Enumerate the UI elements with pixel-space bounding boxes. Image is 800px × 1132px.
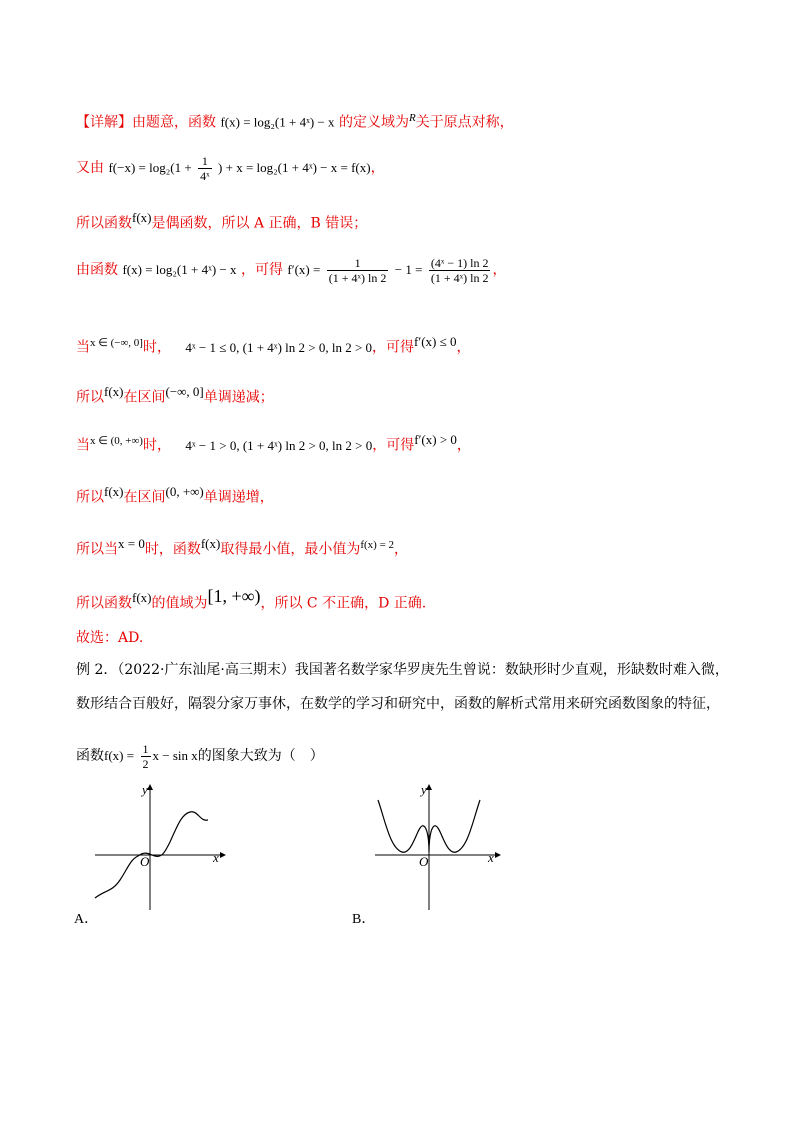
punct: ， — [456, 437, 471, 454]
text: 是偶函数，所以 A 正确，B 错误； — [151, 215, 368, 232]
math: f′(x) > 0 — [414, 432, 457, 447]
frac-num: 1 — [142, 741, 149, 756]
text: 的图象大致为（ ） — [197, 748, 324, 764]
math: f′(x) ≤ 0 — [414, 334, 457, 349]
math-fprime: f′(x) = — [287, 262, 321, 277]
x-axis-arrow — [220, 852, 226, 858]
solution-line-9 — [76, 534, 408, 560]
example-2-line-1 — [76, 660, 729, 680]
math: f(x) — [132, 590, 152, 605]
y-axis-label: y — [421, 782, 427, 797]
math: x ∈ (0, +∞) — [90, 435, 143, 447]
option-b-label: B． — [352, 912, 376, 927]
text: ，所以 C 不正确，D 正确. — [260, 595, 427, 612]
example-text: 数形结合百般好，隔裂分家万事休，在数学的学习和研究中，函数的解析式常用来研究函数图象的特征， — [76, 696, 720, 712]
punct: ， — [394, 541, 409, 558]
origin-label: O — [140, 854, 150, 869]
text: 所以函数 — [76, 595, 132, 612]
frac-num: 1 — [198, 154, 211, 169]
solution-line-3 — [76, 208, 367, 234]
solution-line-8 — [76, 482, 274, 508]
frac-num: 1 — [327, 256, 389, 271]
answer-line — [76, 628, 143, 648]
y-axis-label: y — [142, 782, 148, 797]
math-f-neg-rest: ) + x = log₂(1 + 4ˣ) − x = f(x) — [218, 160, 371, 175]
math-f-def: f(x) = log₂(1 + 4ˣ) − x — [122, 262, 237, 277]
text-symmetric: 关于原点对称， — [415, 114, 514, 131]
text: 当 — [76, 339, 90, 356]
math: (−∞, 0] — [165, 384, 204, 399]
math-f-def: f(x) = log₂(1 + 4ˣ) − x — [220, 114, 335, 130]
graph-option-b — [370, 780, 510, 915]
math: 4ˣ − 1 > 0, (1 + 4ˣ) ln 2 > 0, ln 2 > 0 — [185, 437, 373, 453]
math: f(x) = 2 — [360, 539, 395, 551]
frac-den: 4ˣ — [200, 168, 210, 183]
answer-text: 故选：AD. — [76, 630, 144, 646]
solution-line-2 — [76, 152, 385, 184]
frac-den: (1 + 4ˣ) ln 2 — [328, 270, 387, 285]
text: 单调递减； — [203, 389, 274, 406]
solution-line-7 — [76, 430, 471, 456]
math-minus-one: − 1 = — [394, 262, 423, 277]
math: x − sin x — [152, 748, 198, 763]
frac-den: (1 + 4ˣ) ln 2 — [430, 270, 489, 285]
text-again: 又由 — [76, 160, 104, 176]
text: 所以函数 — [76, 215, 132, 232]
x-axis-arrow — [495, 852, 501, 858]
text: 时，函数 — [144, 541, 201, 558]
example-2-line-3 — [76, 740, 324, 772]
text: 时， — [142, 437, 171, 454]
x-axis-label: x — [488, 850, 494, 865]
math-fx: f(x) — [132, 210, 152, 225]
solution-line-5 — [76, 332, 471, 358]
y-axis-arrow — [147, 784, 153, 790]
graph-option-a — [90, 780, 230, 915]
math: 4ˣ − 1 ≤ 0, (1 + 4ˣ) ln 2 > 0, ln 2 > 0 — [185, 339, 373, 355]
solution-line-1 — [76, 108, 514, 133]
math: f(x) — [104, 484, 124, 499]
math: f(x) — [104, 384, 124, 399]
punct: ， — [370, 160, 385, 176]
solution-line-10 — [76, 586, 426, 614]
text: ，可得 — [372, 339, 415, 356]
math-range: [1, +∞) — [207, 586, 261, 606]
math-f-neg: f(−x) = log₂(1 + — [108, 160, 192, 175]
text: ，可得 — [372, 437, 415, 454]
option-a-label: A． — [74, 912, 99, 927]
frac-den: 2 — [142, 756, 149, 771]
math: x ∈ (−∞, 0] — [90, 337, 143, 349]
origin-label: O — [419, 854, 429, 869]
text: 函数 — [76, 748, 104, 764]
text: 单调递增， — [203, 489, 274, 506]
math-frac — [327, 256, 389, 285]
example-2-line-2 — [76, 694, 720, 714]
x-axis-label: x — [213, 850, 219, 865]
math: f(x) — [200, 536, 221, 551]
text: 取得最小值，最小值为 — [220, 541, 361, 558]
text: 所以 — [76, 489, 104, 506]
math-frac-half — [141, 742, 151, 771]
example-text: 例 2．（2022·广东汕尾·高三期末）我国著名数学家华罗庚先生曾说：数缺形时少直观，形缺数时难入微， — [76, 662, 729, 678]
text: 时， — [142, 339, 171, 356]
math: x = 0 — [118, 536, 145, 551]
frac-num: (4ˣ − 1) ln 2 — [430, 255, 489, 270]
math-R: R — [408, 112, 416, 124]
solution-line-4 — [76, 254, 506, 286]
y-axis-arrow — [426, 784, 432, 790]
solution-heading: 【详解】由题意，函数 — [76, 114, 216, 131]
math-frac-1-over-4x — [198, 154, 211, 183]
text: 由函数 — [76, 262, 118, 278]
solution-line-6 — [76, 382, 274, 408]
punct: ， — [456, 339, 471, 356]
punct: ， — [492, 262, 507, 278]
text: ，可得 — [240, 262, 283, 278]
text: 所以当 — [76, 541, 118, 558]
text: 在区间 — [123, 489, 166, 506]
math: (0, +∞) — [165, 484, 204, 499]
text: 所以 — [76, 389, 104, 406]
text: 当 — [76, 437, 90, 454]
text-domain: 的定义域为 — [338, 114, 409, 131]
text: 的值域为 — [151, 595, 208, 612]
math-frac — [429, 256, 491, 285]
text: 在区间 — [123, 389, 166, 406]
math: f(x) = — [104, 748, 135, 763]
